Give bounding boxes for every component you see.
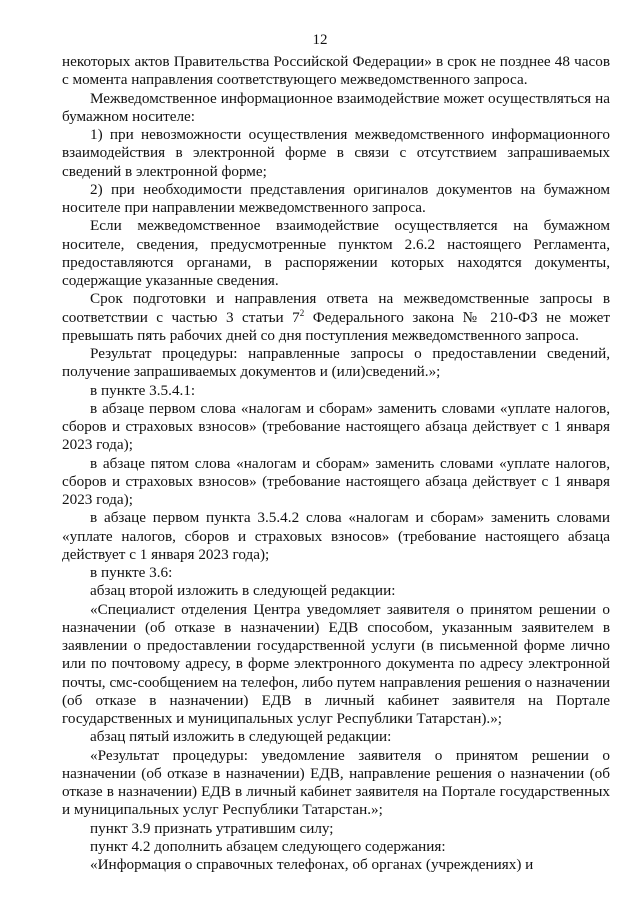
paragraph-8: в пункте 3.5.4.1: — [90, 381, 196, 399]
paragraph-6-text-before: Срок подготовки и направления ответа на межведомственные запросы в соответствии с частью 3 статьи 7 — [62, 290, 610, 326]
page-number: 12 — [312, 32, 328, 48]
paragraph-6-superscript: 2 — [299, 307, 305, 318]
paragraph-16: «Результат процедуры: уведомление заявителя о принятом решении о назначении (об отказе в назначении) ЕДВ, направление решения о назначении (об отказе в назначении) ЕДВ в личный кабинет заявителя на Портале государственных и муниципальных услуг Республики Татарстан.»; — [62, 746, 610, 819]
paragraph-18: пункт 4.2 дополнить абзацем следующего содержания: — [90, 837, 446, 855]
paragraph-6-text-after: Федерального закона № 210-ФЗ не может превышать пять рабочих дней со дня поступления межведомственного запроса. — [62, 308, 610, 344]
paragraph-11: в абзаце первом пункта 3.5.4.2 слова «налогам и сборам» заменить словами «уплате налогов, сборов и страховых взносов» (требование настоящего абзаца действует с 1 января 2023 года); — [62, 509, 610, 563]
document-body — [62, 53, 610, 874]
paragraph-12: в пункте 3.6: — [90, 564, 173, 581]
paragraph-5: Если межведомственное взаимодействие осуществляется на бумажном носителе, сведения, предусмотренные пунктом 2.6.2 настоящего Регламента, предоставляются органами, в распоряжении которых находятся документы, содержащие указанные сведения. — [62, 217, 610, 289]
paragraph-10: в абзаце пятом слова «налогам и сборам» заменить словами «уплате налогов, сборов и страховых взносов» (требование настоящего абзаца действует с 1 января 2023 года); — [62, 454, 610, 508]
paragraph-13: абзац второй изложить в следующей редакции: — [90, 582, 396, 600]
paragraph-3: 1) при невозможности осуществления межведомственного информационного взаимодействия в электронной форме в связи с отсутствием запрашиваемых сведений в электронной форме; — [62, 126, 610, 180]
paragraph-4: 2) при необходимости представления оригиналов документов на бумажном носителе при направлении межведомственного запроса. — [62, 180, 610, 216]
paragraph-14: «Специалист отделения Центра уведомляет заявителя о принятом решении о назначении (об отказе в назначении) ЕДВ способом, указанным заявителем в заявлении о предоставлении государственной услуги (в письменной форме лично или по почтовому адресу, в форме электронного документа по адресу электронной почты, смс-сообщением на телефон, либо путем направления решения о назначении (об отказе в назначении) ЕДВ в личный кабинет заявителя на Портале государственных и муниципальных услуг Республики Татарстан).»; — [62, 600, 610, 727]
paragraph-9: в абзаце первом слова «налогам и сборам» заменить словами «уплате налогов, сборов и страховых взносов» (требование настоящего абзаца действует с 1 января 2023 года); — [62, 399, 610, 454]
paragraph-1: некоторых актов Правительства Российской Федерации» в срок не позднее 48 часов с момента направления соответствующего межведомственного запроса. — [62, 53, 610, 89]
paragraph-19: «Информация о справочных телефонах, об органах (учреждениях) и — [90, 856, 534, 873]
paragraph-7: Результат процедуры: направленные запросы о предоставлении сведений, получение запрашиваемых документов и (или)сведений.»; — [62, 345, 610, 381]
paragraph-17: пункт 3.9 признать утратившим силу; — [90, 819, 334, 837]
paragraph-2: Межведомственное информационное взаимодействие может осуществляться на бумажном носителе: — [62, 89, 610, 125]
paragraph-15: абзац пятый изложить в следующей редакции: — [90, 728, 392, 746]
paragraph-6 — [62, 290, 610, 345]
